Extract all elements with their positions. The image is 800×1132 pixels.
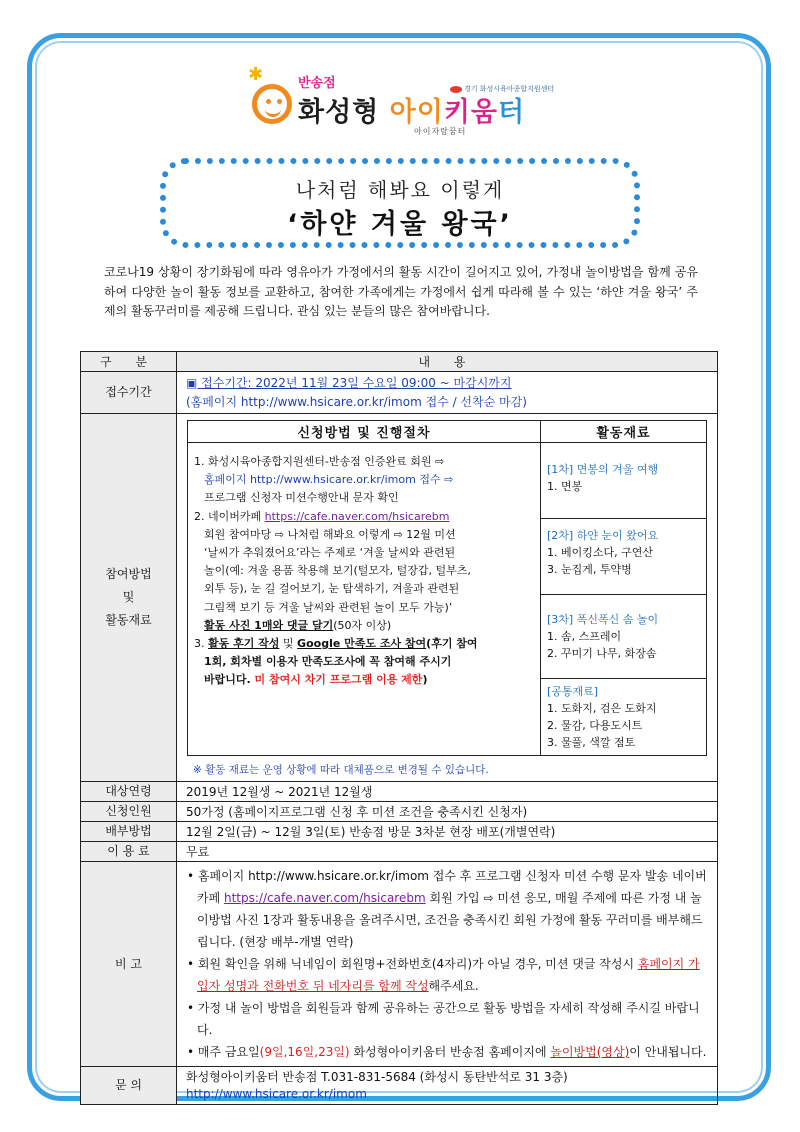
table-row-applicants — [81, 802, 718, 822]
logo-name — [298, 90, 525, 129]
materials-2-item: 1. 베이킹소다, 구연산 — [547, 546, 653, 559]
remark-1-text: • 홈페이지 http://www.hsicare.or.kr/imom 접수 후 프로그램 신청자 미션 수행 문자 발송 네이버카페 — [187, 869, 707, 905]
label-remarks: 비 고 — [81, 862, 177, 1067]
title-main: ‘하얀 겨울 왕국’ — [287, 209, 513, 240]
step2-line5: 외투 등), 눈 길 걸어보기, 눈 탐색하기, 겨울과 관련된 — [204, 582, 460, 596]
materials-common-item: 1. 도화지, 검은 도화지 — [547, 702, 657, 715]
remark-4-text-2: 화성형아이키움터 반송점 홈페이지에 — [349, 1045, 551, 1059]
materials-2-item: 3. 눈집게, 투약병 — [547, 563, 632, 576]
remark-3: • 가정 내 놀이 방법을 회원들과 함께 공유하는 공간으로 활동 방법을 자세히 작성해 주시길 바랍니다. — [187, 1001, 700, 1037]
steps-cell — [188, 443, 541, 756]
table-row-method — [81, 414, 718, 782]
step3-review: 활동 후기 작성 — [208, 637, 280, 651]
materials-3-item: 2. 꾸미기 나무, 화장솜 — [547, 647, 657, 660]
reception-period: ▣ 접수기간: 2022년 11월 23일 수요일 09:00 ~ 마감시까지 — [186, 375, 512, 390]
logo-name-part3: 키움 — [443, 97, 498, 128]
step3-line1 — [194, 635, 534, 653]
remark-2-text-2: 해주세요. — [428, 979, 479, 993]
remark-4-text: • 매주 금요일 — [187, 1045, 260, 1059]
materials-header: 활동재료 — [541, 421, 707, 443]
remark-1-text-2: 회원 가입 ⇨ 미션 응모, 매월 주제에 따른 가정 내 놀이방법 사진 1장과 활동내용을 올려주시면, 조건을 충족시킨 회원 가정에 활동 꾸러미를 배부해드립니다. (현장 배부-개별 연락) — [197, 891, 703, 949]
materials-common-title: [공통재료] — [547, 685, 599, 698]
target-value: 2019년 12월생 ~ 2021년 12월생 — [177, 782, 718, 802]
label-target: 대상연령 — [81, 782, 177, 802]
label-method-line1: 참여방법 — [105, 567, 152, 581]
remark-cafe-link[interactable]: https://cafe.naver.com/hsicarebm — [224, 891, 426, 905]
contact-content — [177, 1067, 718, 1105]
materials-2 — [541, 519, 706, 595]
cafe-link[interactable]: https://cafe.naver.com/hsicarebm — [264, 509, 450, 523]
materials-2-title: [2차] 하얀 눈이 왔어요 — [547, 529, 659, 542]
step3-and: 및 — [279, 637, 298, 651]
logo-sub: 아이자람꿈터 — [414, 127, 467, 136]
center-logo-text: 경기 화성시육아종합지원센터 — [464, 85, 555, 93]
method-inner-table — [187, 420, 707, 756]
remark-4-dates: (9일,16일,23일) — [259, 1045, 350, 1059]
step2-line3: ‘날씨가 추워졌어요’라는 주제로 ‘겨울 날씨와 관련된 — [204, 546, 456, 560]
label-method-line2: 및 — [122, 590, 135, 604]
logo-name-part2: 아이 — [389, 97, 444, 128]
smiley-face-icon — [252, 84, 292, 124]
applicants-value: 50가정 (홈페이지프로그램 신청 후 미션 조건을 충족시킨 신청자) — [177, 802, 718, 822]
label-contact: 문 의 — [81, 1067, 177, 1105]
table-row-target — [81, 782, 718, 802]
step2-line6: 그림책 보기 등 겨울 날씨와 관련된 놀이 모두 가능)’ — [204, 600, 453, 614]
remark-4-text-3: 이 안내됩니다. — [629, 1045, 707, 1059]
materials-1-title: [1차] 면봉의 겨울 여행 — [547, 463, 659, 476]
label-method — [81, 414, 177, 782]
step3-survey: Google 만족도 조사 참여 — [297, 637, 427, 651]
step3-line3 — [194, 671, 534, 689]
logo-name-part4: 터 — [498, 97, 526, 128]
step2-prefix: 2. 네이버카페 — [194, 509, 265, 523]
materials-3-item: 1. 솜, 스프레이 — [547, 630, 622, 643]
title-box — [160, 158, 640, 248]
step3-paren: (후기 참여 — [426, 637, 478, 651]
logo — [246, 60, 566, 140]
step1-line1: 1. 화성시육아종합지원센터-반송점 인증완료 회원 ⇨ — [194, 455, 445, 468]
header-content: 내 용 — [177, 352, 718, 372]
step2-photo-comment: 활동 사진 1매와 댓글 달기 — [204, 618, 334, 632]
step2-line7 — [194, 617, 534, 635]
remark-1 — [187, 865, 711, 953]
step3-please: 바랍니다. — [204, 673, 255, 687]
table-row-distribution — [81, 822, 718, 842]
table-row-reception — [81, 372, 718, 414]
table-row-fee — [81, 842, 718, 862]
info-table — [80, 351, 718, 1105]
materials-3-title: [3차] 폭신폭신 솜 놀이 — [547, 613, 659, 626]
step1-homepage: 홈페이지 http://www.hsicare.or.kr/imom 접수 ⇨ — [204, 473, 454, 487]
materials-3 — [541, 595, 706, 679]
logo-name-part1: 화성형 — [298, 97, 390, 128]
step2-line1 — [194, 508, 534, 526]
title-sub: 나처럼 해봐요 이렇게 — [295, 178, 505, 202]
step3-close-paren: ) — [422, 673, 428, 687]
table-row-remarks — [81, 862, 718, 1067]
reception-homepage: (홈페이지 http://www.hsicare.or.kr/imom 접수 / 선착순 마감) — [186, 394, 527, 409]
intro-paragraph: 코로나19 상황이 장기화됨에 따라 영유아가 가정에서의 활동 시간이 길어지고 있어, 가정내 놀이방법을 함께 공유하여 다양한 놀이 활동 정보를 교환하고, 참여한 가족에게는 가정에서 쉽게 따라해 볼 수 있는 ‘하얀 겨울 왕국’ 주제의 활동꾸러미를 제공해 드립니다. 관심 있는 분들의 많은 참여바랍니다. — [104, 265, 698, 318]
contact-homepage[interactable]: http://www.hsicare.or.kr/imom — [186, 1086, 367, 1101]
distribution-value: 12월 2일(금) ~ 12월 3일(토) 반송점 방문 3차분 현장 배포(개별연락) — [177, 822, 718, 842]
materials-1-item: 1. 면봉 — [547, 480, 583, 493]
step3-prefix: 3. — [194, 637, 208, 651]
materials-common-item: 2. 물감, 다용도시트 — [547, 719, 643, 732]
materials-note: ※ 활동 재료는 운영 상황에 따라 대체품으로 변경될 수 있습니다. — [193, 764, 489, 776]
remark-4 — [187, 1041, 711, 1063]
label-distribution: 배부방법 — [81, 822, 177, 842]
label-reception: 접수기간 — [81, 372, 177, 414]
table-row-contact — [81, 1067, 718, 1105]
fee-value: 무료 — [177, 842, 718, 862]
logo-branch: 반송점 — [298, 76, 336, 91]
table-header-row — [81, 352, 718, 372]
remark-2-emphasis: 홈페이지 가입자 성명과 전화번호 뒤 네자리를 함께 작성 — [197, 957, 700, 993]
step1-line3: 프로그램 신청자 미션수행안내 문자 확인 — [204, 491, 399, 505]
step1-line2 — [194, 471, 534, 489]
method-content — [177, 414, 718, 782]
contact-info: 화성형아이키움터 반송점 T.031-831-5684 (화성시 동탄반석로 31 3층) — [186, 1069, 568, 1084]
materials-common — [541, 679, 706, 755]
header-category: 구 분 — [81, 352, 177, 372]
center-logo — [450, 84, 554, 94]
reception-content — [177, 372, 718, 414]
remark-2-text: • 회원 확인을 위해 닉네임이 회원명+전화번호(4자리)가 아닐 경우, 미션 댓글 작성시 — [187, 957, 638, 971]
steps-header: 신청방법 및 진행절차 — [188, 421, 541, 443]
materials-common-item: 3. 물풀, 색깔 점토 — [547, 736, 636, 749]
remarks-content — [177, 862, 718, 1067]
step3-line2: 1회, 회차별 이용자 만족도조사에 꼭 참여해 주시기 — [204, 655, 452, 669]
step2-line2: 회원 참여마당 ⇨ 나처럼 해봐요 이렇게 ⇨ 12월 미션 — [204, 527, 456, 541]
label-method-line3: 활동재료 — [105, 613, 152, 627]
label-fee: 이 용 료 — [81, 842, 177, 862]
materials-cell — [541, 443, 707, 756]
remark-2 — [187, 953, 711, 997]
step2-line4: 놀이(예: 겨울 용품 착용해 보기(털모자, 털장갑, 털부츠, — [204, 564, 471, 578]
materials-1 — [541, 443, 706, 519]
remark-4-video: 놀이방법(영상) — [550, 1045, 630, 1059]
label-applicants: 신청인원 — [81, 802, 177, 822]
center-logo-icon — [450, 86, 462, 93]
step3-warning: 미 참여시 차기 프로그램 이용 제한 — [254, 673, 423, 687]
step2-photo-comment-note: (50자 이상) — [333, 618, 392, 632]
star-icon: ✱ — [248, 64, 264, 85]
